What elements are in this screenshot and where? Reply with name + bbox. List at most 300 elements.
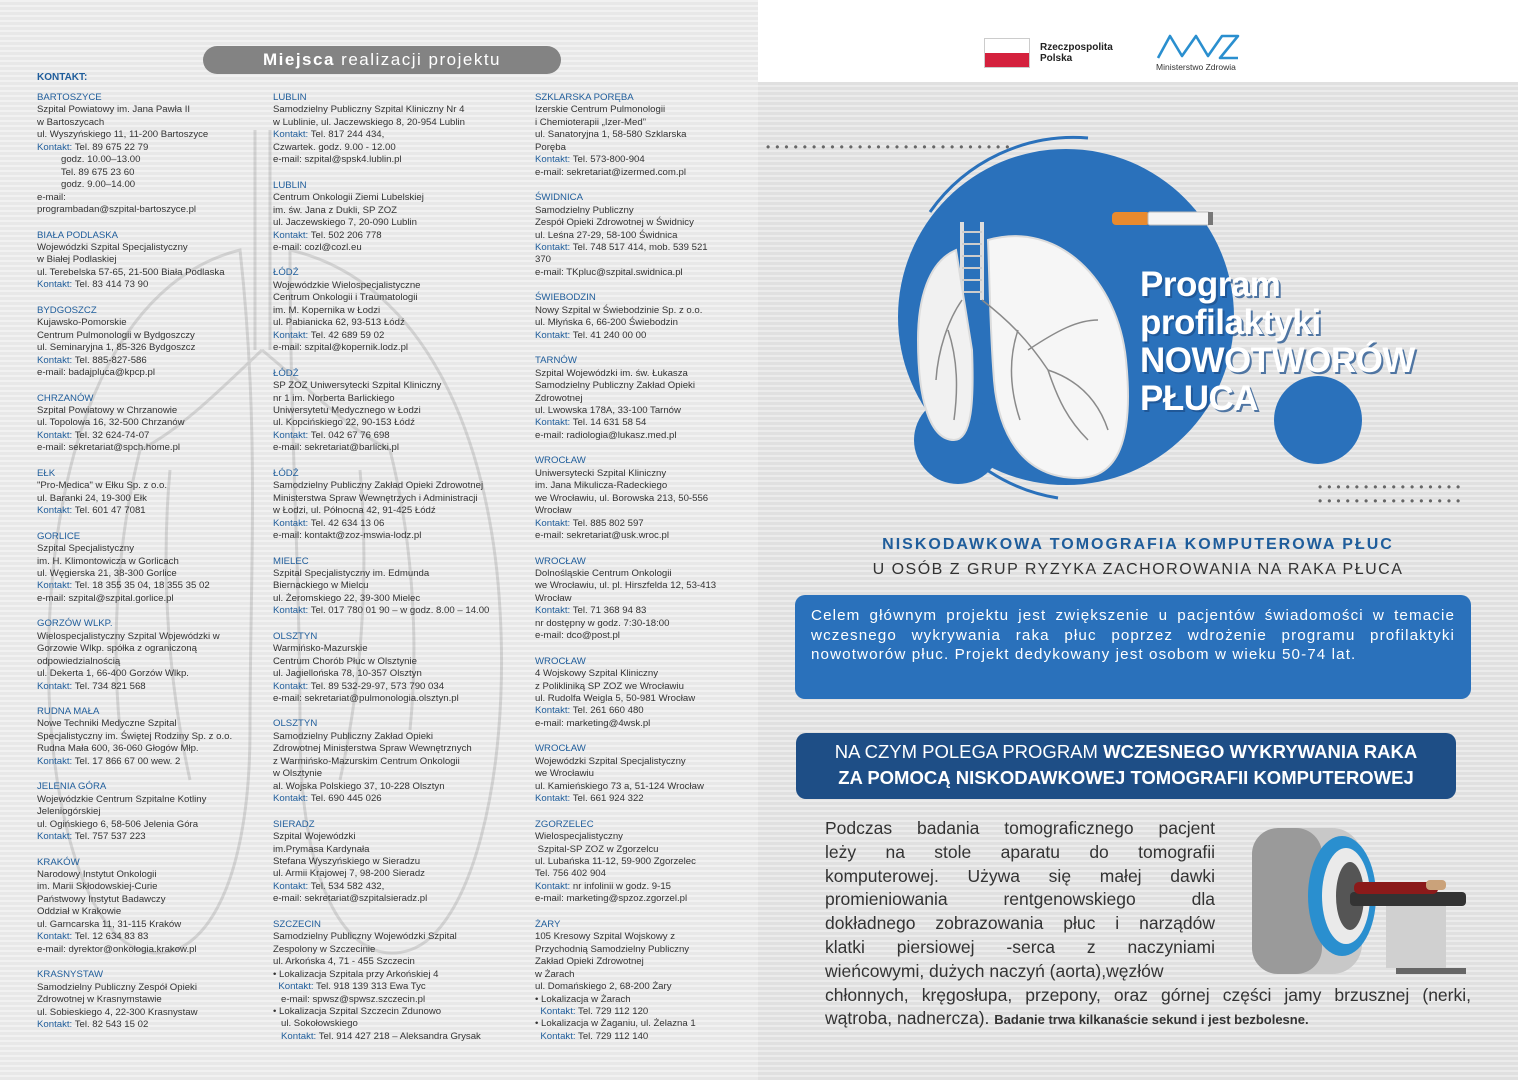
contact-value: Tel. 17 866 67 00 wew. 2 (72, 755, 181, 767)
location-entry (37, 92, 255, 217)
contact-line (535, 630, 745, 642)
location-line: Biernackiego w Mielcu (273, 580, 369, 592)
contact-label: Kontakt: (273, 429, 309, 441)
location-line: Stefana Wyszyńskiego w Sieradzu (273, 856, 421, 868)
contact-line (37, 142, 255, 154)
contact-line (37, 1019, 255, 1031)
location-line: Zdrowotnej (535, 392, 583, 404)
location-line: Zakład Opieki Zdrowotnej (535, 956, 644, 968)
location-line: Izerskie Centrum Pulmonologii (535, 104, 666, 116)
contact-value: Tel. 261 660 480 (570, 705, 644, 717)
contact-line (37, 355, 255, 367)
contact-label: Kontakt: (273, 981, 314, 993)
locations-banner: Miejsca realizacji projektu (203, 46, 561, 74)
contact-line (37, 442, 255, 454)
location-city: CHRZANÓW (37, 392, 94, 404)
location-line: ul. Jagiellońska 78, 10-357 Olsztyn (273, 668, 422, 680)
contact-value: e-mail: szpital@kopernik.lodz.pl (273, 342, 409, 354)
contact-line (273, 242, 513, 254)
contact-value: Tel. 661 924 322 (570, 793, 644, 805)
contact-line (535, 893, 745, 905)
contact-value: Tel. 690 445 026 (308, 793, 382, 805)
contact-label: • Lokalizacja w Żaganiu, ul. Żelazna 1 (535, 1018, 696, 1030)
contact-line (37, 593, 255, 605)
location-entry (273, 468, 513, 543)
location-line: Wrocław (535, 592, 572, 604)
contact-line (273, 530, 513, 542)
contact-line (37, 179, 255, 191)
location-line: al. Wojska Polskiego 37, 10-228 Olsztyn (273, 780, 445, 792)
location-line: im.Prymasa Kardynała (273, 843, 370, 855)
contact-line (273, 330, 513, 342)
location-line: ul. Lubańska 11-12, 59-900 Zgorzelec (535, 856, 696, 868)
location-line: w Białej Podlaskiej (37, 254, 117, 266)
location-line: Zespół Opieki Zdrowotnej w Świdnicy (535, 217, 694, 229)
location-line: Samodzielny Publiczny Zakład Opieki (535, 380, 695, 392)
contact-label: Kontakt: (535, 793, 571, 805)
contact-value: e-mail: szpital@spsk4.lublin.pl (273, 154, 402, 166)
contact-line (535, 618, 745, 630)
contact-value: Tel. 748 517 414, mob. 539 521 (570, 241, 708, 253)
location-line: Oddział w Krakowie (37, 906, 122, 918)
location-line: ul. Lwowska 178A, 33-100 Tarnów (535, 404, 681, 416)
location-line: odpowiedzialnością (37, 655, 121, 667)
contact-line (535, 254, 745, 266)
location-line: we Wrocławiu (535, 768, 595, 780)
contact-value: godz. 10.00–13.00 (37, 154, 141, 166)
location-line: Samodzielny Publiczny Zespół Opieki (37, 981, 197, 993)
contact-line (273, 1018, 513, 1030)
contact-line (535, 881, 745, 893)
locations-column-3 (535, 92, 745, 1056)
location-entry (535, 92, 745, 179)
location-line: 4 Wojskowy Szpital Kliniczny (535, 668, 658, 680)
contact-value: Tel. 89 675 22 79 (72, 141, 149, 153)
contact-label: Kontakt: (273, 129, 309, 141)
contact-value: e-mail: badajpluca@kpcp.pl (37, 367, 155, 379)
location-line: ul. Pabianicka 62, 93-513 Łódź (273, 317, 405, 329)
location-entry (273, 819, 513, 906)
contact-line (37, 279, 255, 291)
location-entry (37, 706, 255, 768)
contact-label: Kontakt: (273, 880, 309, 892)
location-city: MIELEC (273, 555, 309, 567)
location-line: Kujawsko-Pomorskie (37, 317, 127, 329)
location-entry (273, 368, 513, 455)
location-entry (37, 393, 255, 455)
location-line: Uniwersytecki Szpital Kliniczny (535, 467, 667, 479)
location-entry (37, 305, 255, 380)
contact-line (535, 530, 745, 542)
contact-value: e-mail: radiologia@lukasz.med.pl (535, 429, 677, 441)
contact-label: Kontakt: (37, 931, 73, 943)
contact-value: Tel. 817 244 434, (308, 129, 385, 141)
location-city: ŻARY (535, 918, 561, 930)
contact-value: Tel. 601 47 7081 (72, 505, 146, 517)
location-line: Wojewódzki Szpital Specjalistyczny (535, 755, 686, 767)
contact-line (535, 605, 745, 617)
location-line: ul. Węgierska 21, 38-300 Gorlice (37, 567, 177, 579)
dots-decoration: ••••••••••••••••••••••••••• (766, 140, 1015, 154)
location-city: LUBLIN (273, 92, 307, 103)
contact-line (273, 693, 513, 705)
location-entry (37, 857, 255, 957)
location-entry (37, 969, 255, 1031)
contact-line (535, 1031, 745, 1043)
contact-label: Kontakt: (273, 793, 309, 805)
location-entry (535, 919, 745, 1044)
contact-line (273, 442, 513, 454)
contact-value: Tel. 32 624-74-07 (72, 429, 150, 441)
goal-box: Celem głównym projektu jest zwiększenie u pacjentów świadomości w temacie wczesnego wykrywania raka płuc poprzez wdrożenie programu profilaktyki nowotworów płuc. Projekt dedykowany jest osobom w wieku 50-74 lat. (795, 595, 1471, 699)
location-line: im. Jana Mikulicza-Radeckiego (535, 480, 668, 492)
contact-value: Tel. 914 427 218 – Aleksandra Grysak (316, 1030, 481, 1042)
contact-line (37, 944, 255, 956)
location-city: ŁÓDŹ (273, 267, 299, 279)
contact-line (273, 342, 513, 354)
location-line: ul. Sobieskiego 4, 22-300 Krasnystaw (37, 1006, 198, 1018)
location-entry (37, 618, 255, 693)
contact-line (535, 154, 745, 166)
location-line: im. św. Jana z Dukli, SP ZOZ (273, 204, 398, 216)
contact-value: e-mail: sekretariat@usk.wroc.pl (535, 530, 669, 542)
contact-line (37, 756, 255, 768)
location-line: Samodzielny Publiczny (535, 204, 634, 216)
location-city: JELENIA GÓRA (37, 781, 107, 793)
procedure-description: Podczas badania tomograficznego pacjent leży na stole aparatu do tomografii komputerowej. Używa się małej dawki promieniowania rentgenowskiego dla dokładnego zobrazowania płuc i narządów klatki piersiowej -serca z naczyniami wieńcowymi, dużych naczyń (aorta),węzłów chłonnych, kręgosłupa, przepony, oraz górnej części jamy brzusznej (nerki, wątroba, nadnercza). Badanie trwa kilkanaście sekund i jest bezbolesne. (825, 818, 1471, 1029)
location-line: Zdrowotnej w Krasnymstawie (37, 994, 162, 1006)
contact-label: • Lokalizacja Szpitala przy Arkońskiej 4 (273, 968, 439, 980)
location-city: BIAŁA PODLASKA (37, 229, 119, 241)
location-line: w Olsztynie (273, 768, 323, 780)
location-entry (273, 631, 513, 706)
location-city: OLSZTYN (273, 630, 318, 642)
contact-line (273, 981, 513, 993)
contact-label: Kontakt: (37, 580, 73, 592)
contact-value: Tel. 12 634 83 83 (72, 931, 149, 943)
contact-line (37, 831, 255, 843)
location-line: Szpital Wojewódzki im. św. Łukasza (535, 367, 688, 379)
location-city: ZGORZELEC (535, 818, 594, 830)
location-line: Wojewódzkie Centrum Szpitalne Kotliny (37, 793, 207, 805)
location-line: Dolnośląskie Centrum Onkologii (535, 567, 672, 579)
contact-value: Tel. 885-827-586 (72, 354, 147, 366)
location-line: z Polikliniką SP ZOZ we Wrocławiu (535, 680, 684, 692)
location-line: Tel. 756 402 904 (535, 868, 606, 880)
contact-value: Tel. 017 780 01 90 – w godz. 8.00 – 14.00 (308, 605, 490, 617)
contact-value: ul. Sokołowskiego (273, 1018, 358, 1030)
location-line: Narodowy Instytut Onkologii (37, 869, 157, 881)
location-city: SZKLARSKA PORĘBA (535, 92, 634, 103)
lungs-illustration-icon (758, 0, 1518, 520)
location-line: Wielospecjalistyczny (535, 831, 623, 843)
location-city: WROCŁAW (535, 455, 586, 467)
location-line: Jeleniogórskiej (37, 806, 101, 818)
contact-label: Kontakt: (37, 429, 73, 441)
contact-label: Kontakt: (37, 1019, 73, 1030)
contact-line (535, 1018, 745, 1030)
contact-line (273, 793, 513, 805)
location-city: LUBLIN (273, 179, 307, 191)
location-entry (273, 92, 513, 167)
location-line: Zdrowotnej Ministerstwa Spraw Wewnętrznych (273, 743, 472, 755)
contact-value: Tel. 729 112 120 (575, 1006, 649, 1017)
contact-value: Tel. 734 821 568 (72, 680, 146, 692)
location-line: Centrum Onkologii Ziemi Lubelskiej (273, 192, 424, 204)
contact-line (273, 994, 513, 1006)
location-line: im. H. Klimontowicza w Gorlicach (37, 555, 179, 567)
dots-decoration: •••••••••••••••• (1318, 494, 1466, 508)
location-entry (535, 743, 745, 805)
contact-label: Kontakt: (273, 605, 309, 617)
cigarette-icon (1112, 212, 1213, 225)
contact-value: nr dostępny w godz. 7:30-18:00 (535, 617, 670, 629)
contact-line (535, 705, 745, 717)
subtitle-main: NISKODAWKOWA TOMOGRAFIA KOMPUTEROWA PŁUC (882, 536, 1394, 553)
location-line: w Bartoszycach (37, 116, 105, 128)
contact-label: Kontakt: (535, 417, 571, 429)
location-line: Wielospecjalistyczny Szpital Wojewódzki w (37, 630, 220, 642)
location-line: we Wrocławiu, ul. pl. Hirszfelda 12, 53-413 (535, 580, 717, 592)
location-entry (273, 180, 513, 255)
location-city: ŚWIDNICA (535, 192, 583, 204)
location-line: ul. Topolowa 16, 32-500 Chrzanów (37, 417, 185, 429)
location-entry (273, 718, 513, 805)
contact-value: Tel. 502 206 778 (308, 229, 382, 241)
location-line: Szpital-SP ZOZ w Zgorzelcu (535, 843, 659, 855)
contact-line (37, 154, 255, 166)
location-line: Specjalistyczny im. Świętej Rodziny Sp. z o.o. (37, 730, 233, 742)
contact-line (273, 881, 513, 893)
contact-value: Czwartek. godz. 9.00 - 12.00 (273, 141, 396, 153)
contact-label: Kontakt: (273, 1030, 317, 1042)
contact-value: Tel. 729 112 140 (575, 1030, 649, 1042)
location-city: BYDGOSZCZ (37, 304, 97, 316)
location-line: ul. Rudolfa Weigla 5, 50-981 Wrocław (535, 693, 696, 705)
location-line: i Chemioterapii „Izer-Med” (535, 116, 646, 128)
contact-label: Kontakt: (37, 354, 73, 366)
contact-value: Tel. 42 689 59 02 (308, 329, 385, 341)
location-line: "Pro-Medica" w Ełku Sp. z o.o. (37, 480, 167, 492)
contact-line (535, 267, 745, 279)
contact-value: nr infolinii w godz. 9-15 (570, 880, 671, 892)
contact-line (273, 142, 513, 154)
contact-label: Kontakt: (37, 505, 73, 517)
contact-label: Kontakt: (535, 1006, 576, 1017)
contact-value: e-mail: kontakt@zoz-mswia-lodz.pl (273, 530, 422, 542)
contact-value: e-mail: sekretariat@izermed.com.pl (535, 166, 687, 178)
contact-value: Tel. 89 532-29-97, 573 790 034 (308, 680, 445, 692)
contact-value: Tel. 042 67 76 698 (308, 429, 390, 441)
location-line: Wojewódzkie Wielospecjalistyczne (273, 279, 421, 291)
contact-line (273, 605, 513, 617)
location-entry (535, 192, 745, 279)
location-entry (37, 230, 255, 292)
contact-line (273, 1031, 513, 1043)
contact-label: Kontakt: (273, 329, 309, 341)
ct-scanner-icon (1246, 822, 1474, 978)
location-city: GORZÓW WLKP. (37, 618, 113, 630)
contact-line (273, 893, 513, 905)
location-line: ul. Kamieńskiego 73 a, 51-124 Wrocław (535, 780, 704, 792)
contact-label: Kontakt: (535, 517, 571, 529)
location-line: ul. Seminaryjna 1, 85-326 Bydgoszcz (37, 342, 196, 354)
locations-column-2 (273, 92, 513, 1056)
location-entry (535, 292, 745, 342)
contact-value: Tel. 89 675 23 60 (37, 166, 135, 178)
location-entry (535, 455, 745, 542)
contact-line (535, 718, 745, 730)
subtitle-secondary: U OSÓB Z GRUP RYZYKA ZACHOROWANIA NA RAKA PŁUCA (872, 561, 1404, 578)
contact-value: e-mail: (37, 191, 66, 203)
contact-line (37, 681, 255, 693)
location-line: Gorzowie Wlkp. spółka z ograniczoną (37, 643, 197, 655)
contact-line (535, 994, 745, 1006)
contact-line (535, 793, 745, 805)
contact-line (535, 330, 745, 342)
contact-line (37, 505, 255, 517)
location-city: ŚWIEBODZIN (535, 292, 596, 304)
location-city: KRASNYSTAW (37, 969, 104, 981)
location-line: ul. Leśna 27-29, 58-100 Świdnica (535, 229, 678, 241)
contact-label: Kontakt: (535, 705, 571, 717)
contact-value: Tel. 83 414 73 90 (72, 279, 149, 291)
contact-value: godz. 9.00–14.00 (37, 179, 136, 191)
location-line: Poręba (535, 141, 566, 153)
contact-line (535, 1006, 745, 1018)
contact-line (535, 518, 745, 530)
contact-value: Tel. 757 537 223 (72, 831, 146, 843)
contact-line (273, 969, 513, 981)
location-line: 105 Kresowy Szpital Wojskowy z (535, 931, 676, 943)
contact-line (37, 931, 255, 943)
contact-label: • Lokalizacja w Żarach (535, 993, 631, 1005)
location-line: Samodzielny Publiczny Wojewódzki Szpital (273, 931, 457, 943)
location-line: Szpital Wojewódzki (273, 831, 356, 843)
contact-label: Kontakt: (535, 1030, 576, 1042)
location-city: ŁÓDŹ (273, 467, 299, 479)
location-city: SZCZECIN (273, 918, 321, 930)
location-city: OLSZTYN (273, 718, 318, 730)
contact-value: e-mail: szpital@szpital.gorlice.pl (37, 592, 174, 604)
contact-line (273, 154, 513, 166)
contact-line (273, 518, 513, 530)
locations-column-1 (37, 92, 255, 1044)
location-entry (273, 919, 513, 1044)
contact-value: Tel. 534 582 432, (308, 880, 385, 892)
location-line: Państwowy Instytut Badawczy (37, 893, 166, 905)
program-title: Program profilaktyki NOWOTWORÓW PŁUCA (1140, 265, 1415, 418)
location-entry (535, 556, 745, 643)
location-city: WROCŁAW (535, 555, 586, 567)
location-line: Samodzielny Publiczny Szpital Kliniczny Nr 4 (273, 104, 465, 116)
location-line: z Warmińsko-Mazurskim Centrum Onkologii (273, 755, 460, 767)
contact-line (273, 230, 513, 242)
location-line: Warmińsko-Mazurskie (273, 643, 368, 655)
location-line: Przychodnią Samodzielny Publiczny (535, 943, 690, 955)
location-line: Szpital Specjalistyczny (37, 543, 135, 555)
location-line: Wrocław (535, 505, 572, 517)
location-entry (535, 656, 745, 731)
location-line: Samodzielny Publiczny Zakład Opieki (273, 730, 433, 742)
location-city: EŁK (37, 467, 56, 479)
contact-line (535, 242, 745, 254)
location-city: TARNÓW (535, 355, 577, 367)
location-line: Centrum Chorób Płuc w Olsztynie (273, 655, 417, 667)
contact-value: 370 (535, 254, 552, 266)
location-line: we Wrocławiu, ul. Borowska 213, 50-556 (535, 492, 709, 504)
contact-label: Kontakt: (535, 329, 571, 341)
location-city: WROCŁAW (535, 743, 586, 755)
contact-value: Tel. 41 240 00 00 (570, 329, 647, 341)
location-line: Uniwersytetu Medycznego w Łodzi (273, 404, 421, 416)
location-line: ul. Młyńska 6, 66-200 Świebodzin (535, 317, 678, 329)
contact-value: e-mail: cozl@cozl.eu (273, 241, 362, 253)
location-line: Centrum Onkologii i Traumatologii (273, 292, 418, 304)
contact-line (273, 129, 513, 141)
contact-line (37, 430, 255, 442)
location-line: Nowe Techniki Medyczne Szpital (37, 718, 177, 730)
location-line: ul. Dekerta 1, 66-400 Gorzów Wlkp. (37, 668, 189, 680)
dots-decoration: •••••••••••••••• (1318, 480, 1466, 494)
location-entry (37, 781, 255, 843)
location-line: w Lublinie, ul. Jaczewskiego 8, 20-954 Lublin (273, 116, 465, 128)
contact-value: Tel. 885 802 597 (570, 517, 644, 529)
contact-label: Kontakt: (273, 680, 309, 692)
contact-line (37, 204, 255, 216)
contact-value: Tel. 18 355 35 04, 18 355 35 02 (72, 580, 210, 592)
contact-value: programbadan@szpital-bartoszyce.pl (37, 204, 197, 216)
location-entry (37, 468, 255, 518)
location-line: nr 1 im. Norberta Barlickiego (273, 392, 395, 404)
location-line: w Żarach (535, 968, 575, 980)
contact-line (273, 681, 513, 693)
contact-value: e-mail: sekretariat@barlicki.pl (273, 442, 399, 454)
location-city: RUDNA MAŁA (37, 706, 100, 718)
contact-value: Tel. 918 139 313 Ewa Tyc (313, 981, 426, 993)
location-line: w Łodzi, ul. Północna 42, 91-425 Łódź (273, 505, 436, 517)
location-line: ul. Kopcińskiego 22, 90-153 Łódź (273, 417, 415, 429)
contact-line (273, 430, 513, 442)
contact-value: Tel. 71 368 94 83 (570, 605, 647, 617)
contact-label: Kontakt: (37, 680, 73, 692)
contact-label: Kontakt: (37, 141, 73, 153)
location-entry (535, 355, 745, 442)
contact-line (37, 580, 255, 592)
location-line: Szpital Specjalistyczny im. Edmunda (273, 567, 430, 579)
location-line: ul. Domańskiego 2, 68-200 Żary (535, 981, 672, 993)
contact-value: e-mail: sekretariat@szpitalsieradz.pl (273, 893, 428, 905)
contact-label: Kontakt: (37, 831, 73, 843)
locations-panel (0, 0, 758, 1080)
contact-value: e-mail: TKpluc@szpital.swidnica.pl (535, 266, 683, 278)
location-entry (273, 267, 513, 354)
contact-label: Kontakt: (273, 517, 309, 529)
contact-label: Kontakt: (37, 279, 73, 291)
contact-value: Tel. 42 634 13 06 (308, 517, 385, 529)
location-line: ul. Terebelska 57-65, 21-500 Biała Podlaska (37, 266, 225, 278)
contact-value: e-mail: dyrektor@onkologia.krakow.pl (37, 943, 197, 955)
contact-line (37, 367, 255, 379)
contact-value: e-mail: sekretariat@spch.home.pl (37, 442, 181, 454)
location-entry (535, 819, 745, 906)
location-line: Centrum Pulmonologii w Bydgoszczy (37, 329, 195, 341)
contact-line (37, 167, 255, 179)
location-city: KRAKÓW (37, 856, 80, 868)
contact-line (535, 417, 745, 429)
location-line: ul. Żeromskiego 22, 39-300 Mielec (273, 592, 421, 604)
contact-line (37, 192, 255, 204)
